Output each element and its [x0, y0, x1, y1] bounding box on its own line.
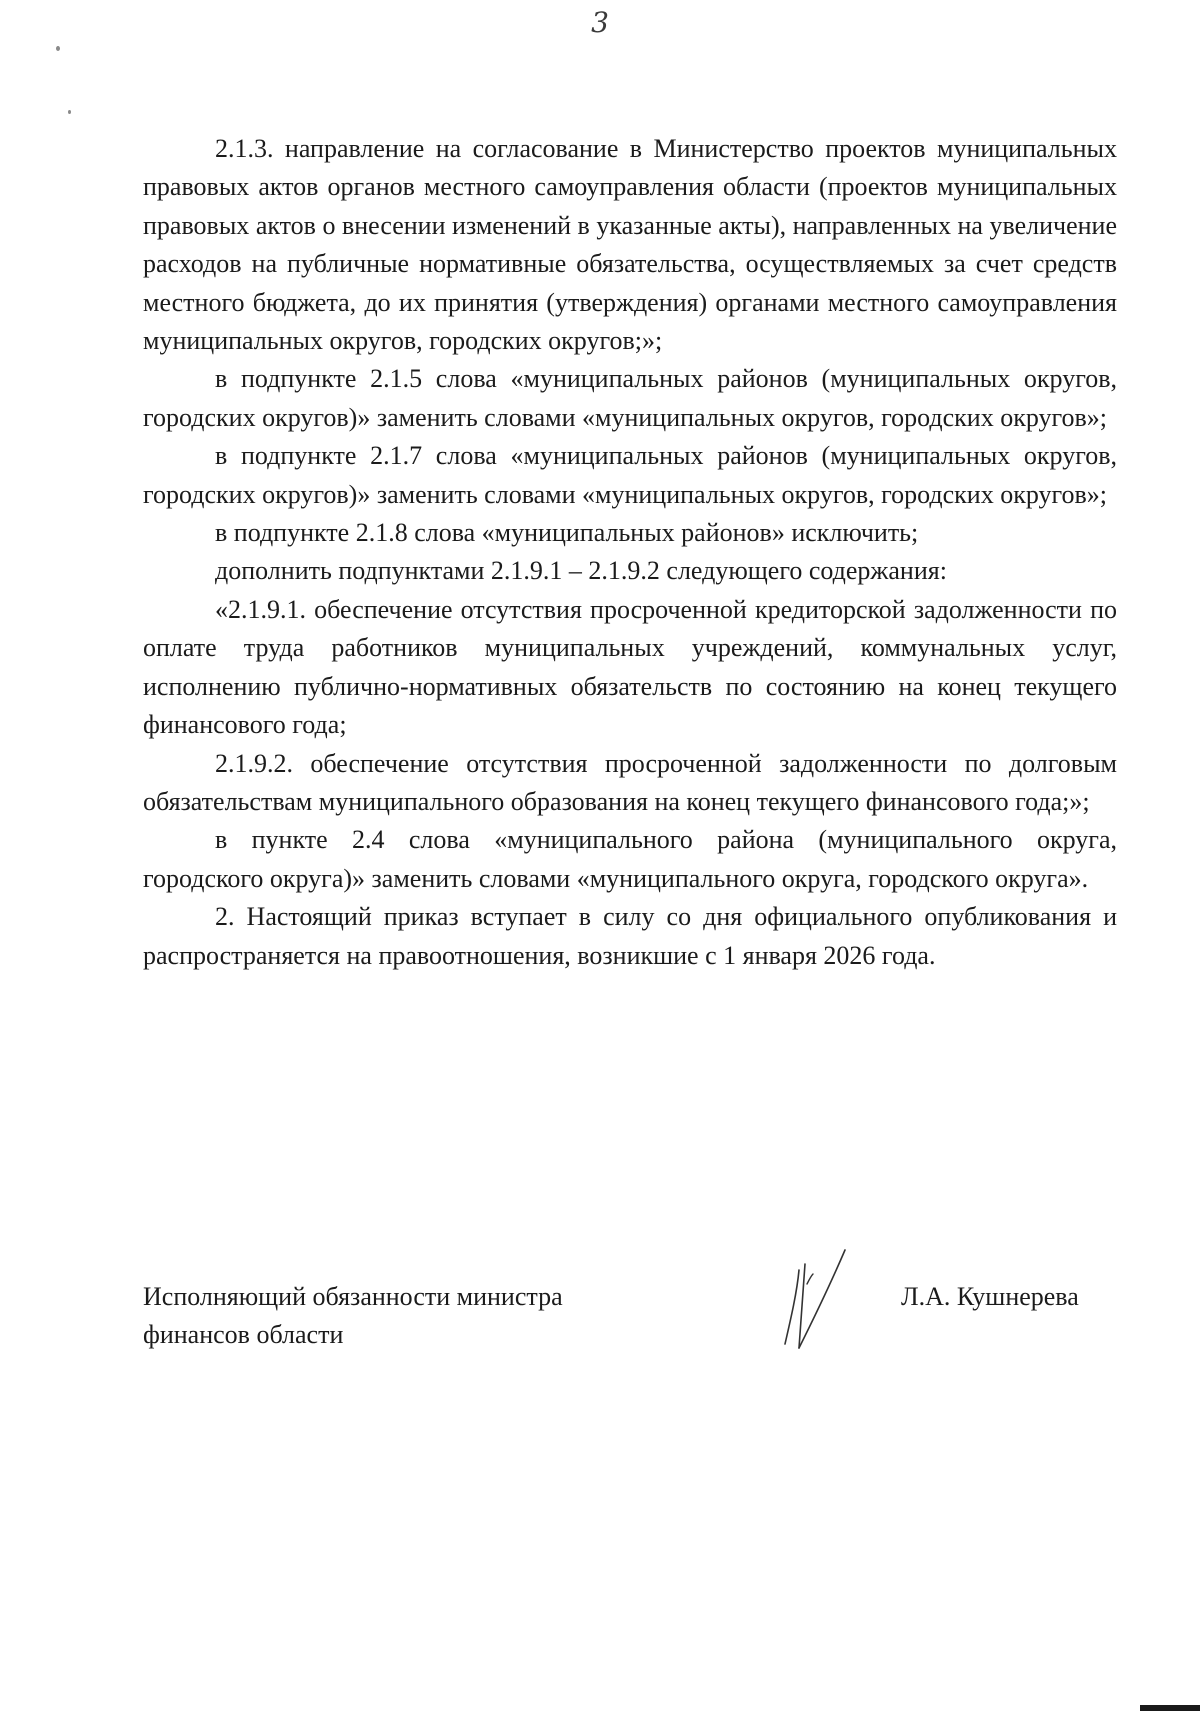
- signer-title: Исполняющий обязанности министра финансов области: [143, 1282, 563, 1349]
- paragraph-supplement-intro: дополнить подпунктами 2.1.9.1 – 2.1.9.2 следующего содержания:: [215, 556, 947, 586]
- paragraph-2-1-7-amendment: в подпункте 2.1.7 слова «муниципальных районов (муниципальных округов, городских округов)» заменить словами «муниципальных округов, городских округов»;: [143, 441, 1117, 509]
- paragraph-2-1-3: 2.1.3. направление на согласование в Министерство проектов муниципальных правовых актов органов местного самоуправления области (проектов муниципальных правовых актов о внесении изменений в указанные акты), направленных на увеличение расходов на публичные нормативные обязательства, осуществляемых за счет средств местного бюджета, до их принятия (утверждения) органами местного самоуправления муниципальных округов, городских округов;»;: [143, 134, 1117, 356]
- paragraph-2-1-9-2: 2.1.9.2. обеспечение отсутствия просроченной задолженности по долговым обязательствам муниципального образования на конец текущего финансового года;»;: [143, 748, 1117, 816]
- signer-name: Л.А. Кушнерева: [901, 1282, 1079, 1311]
- scan-edge-mark: [1140, 1705, 1200, 1711]
- paragraph-2-4-amendment: в пункте 2.4 слова «муниципального района (муниципального округа, городского округа)» заменить словами «муниципального округа, городского округа».: [143, 825, 1117, 893]
- scan-speck: [56, 46, 60, 51]
- scan-speck: [68, 110, 71, 114]
- paragraph-2-1-5-amendment: в подпункте 2.1.5 слова «муниципальных районов (муниципальных округов, городских округов)» заменить словами «муниципальных округов, городских округов»;: [143, 364, 1117, 432]
- paragraph-2-1-9-1: «2.1.9.1. обеспечение отсутствия просроченной кредиторской задолженности по оплате труда работников муниципальных учреждений, коммунальных услуг, исполнению публично-нормативных обязательств по состоянию на конец текущего финансового года;: [143, 594, 1117, 740]
- handwritten-signature: [761, 1240, 871, 1360]
- paragraph-2-1-8-amendment: в подпункте 2.1.8 слова «муниципальных районов» исключить;: [215, 518, 919, 548]
- paragraph-effective-date: 2. Настоящий приказ вступает в силу со дня официального опубликования и распространяется на правоотношения, возникшие с 1 января 2026 года.: [143, 902, 1117, 970]
- page-number: 3: [591, 6, 609, 39]
- signature-block: [143, 1278, 1117, 1388]
- document-body: [143, 130, 1117, 975]
